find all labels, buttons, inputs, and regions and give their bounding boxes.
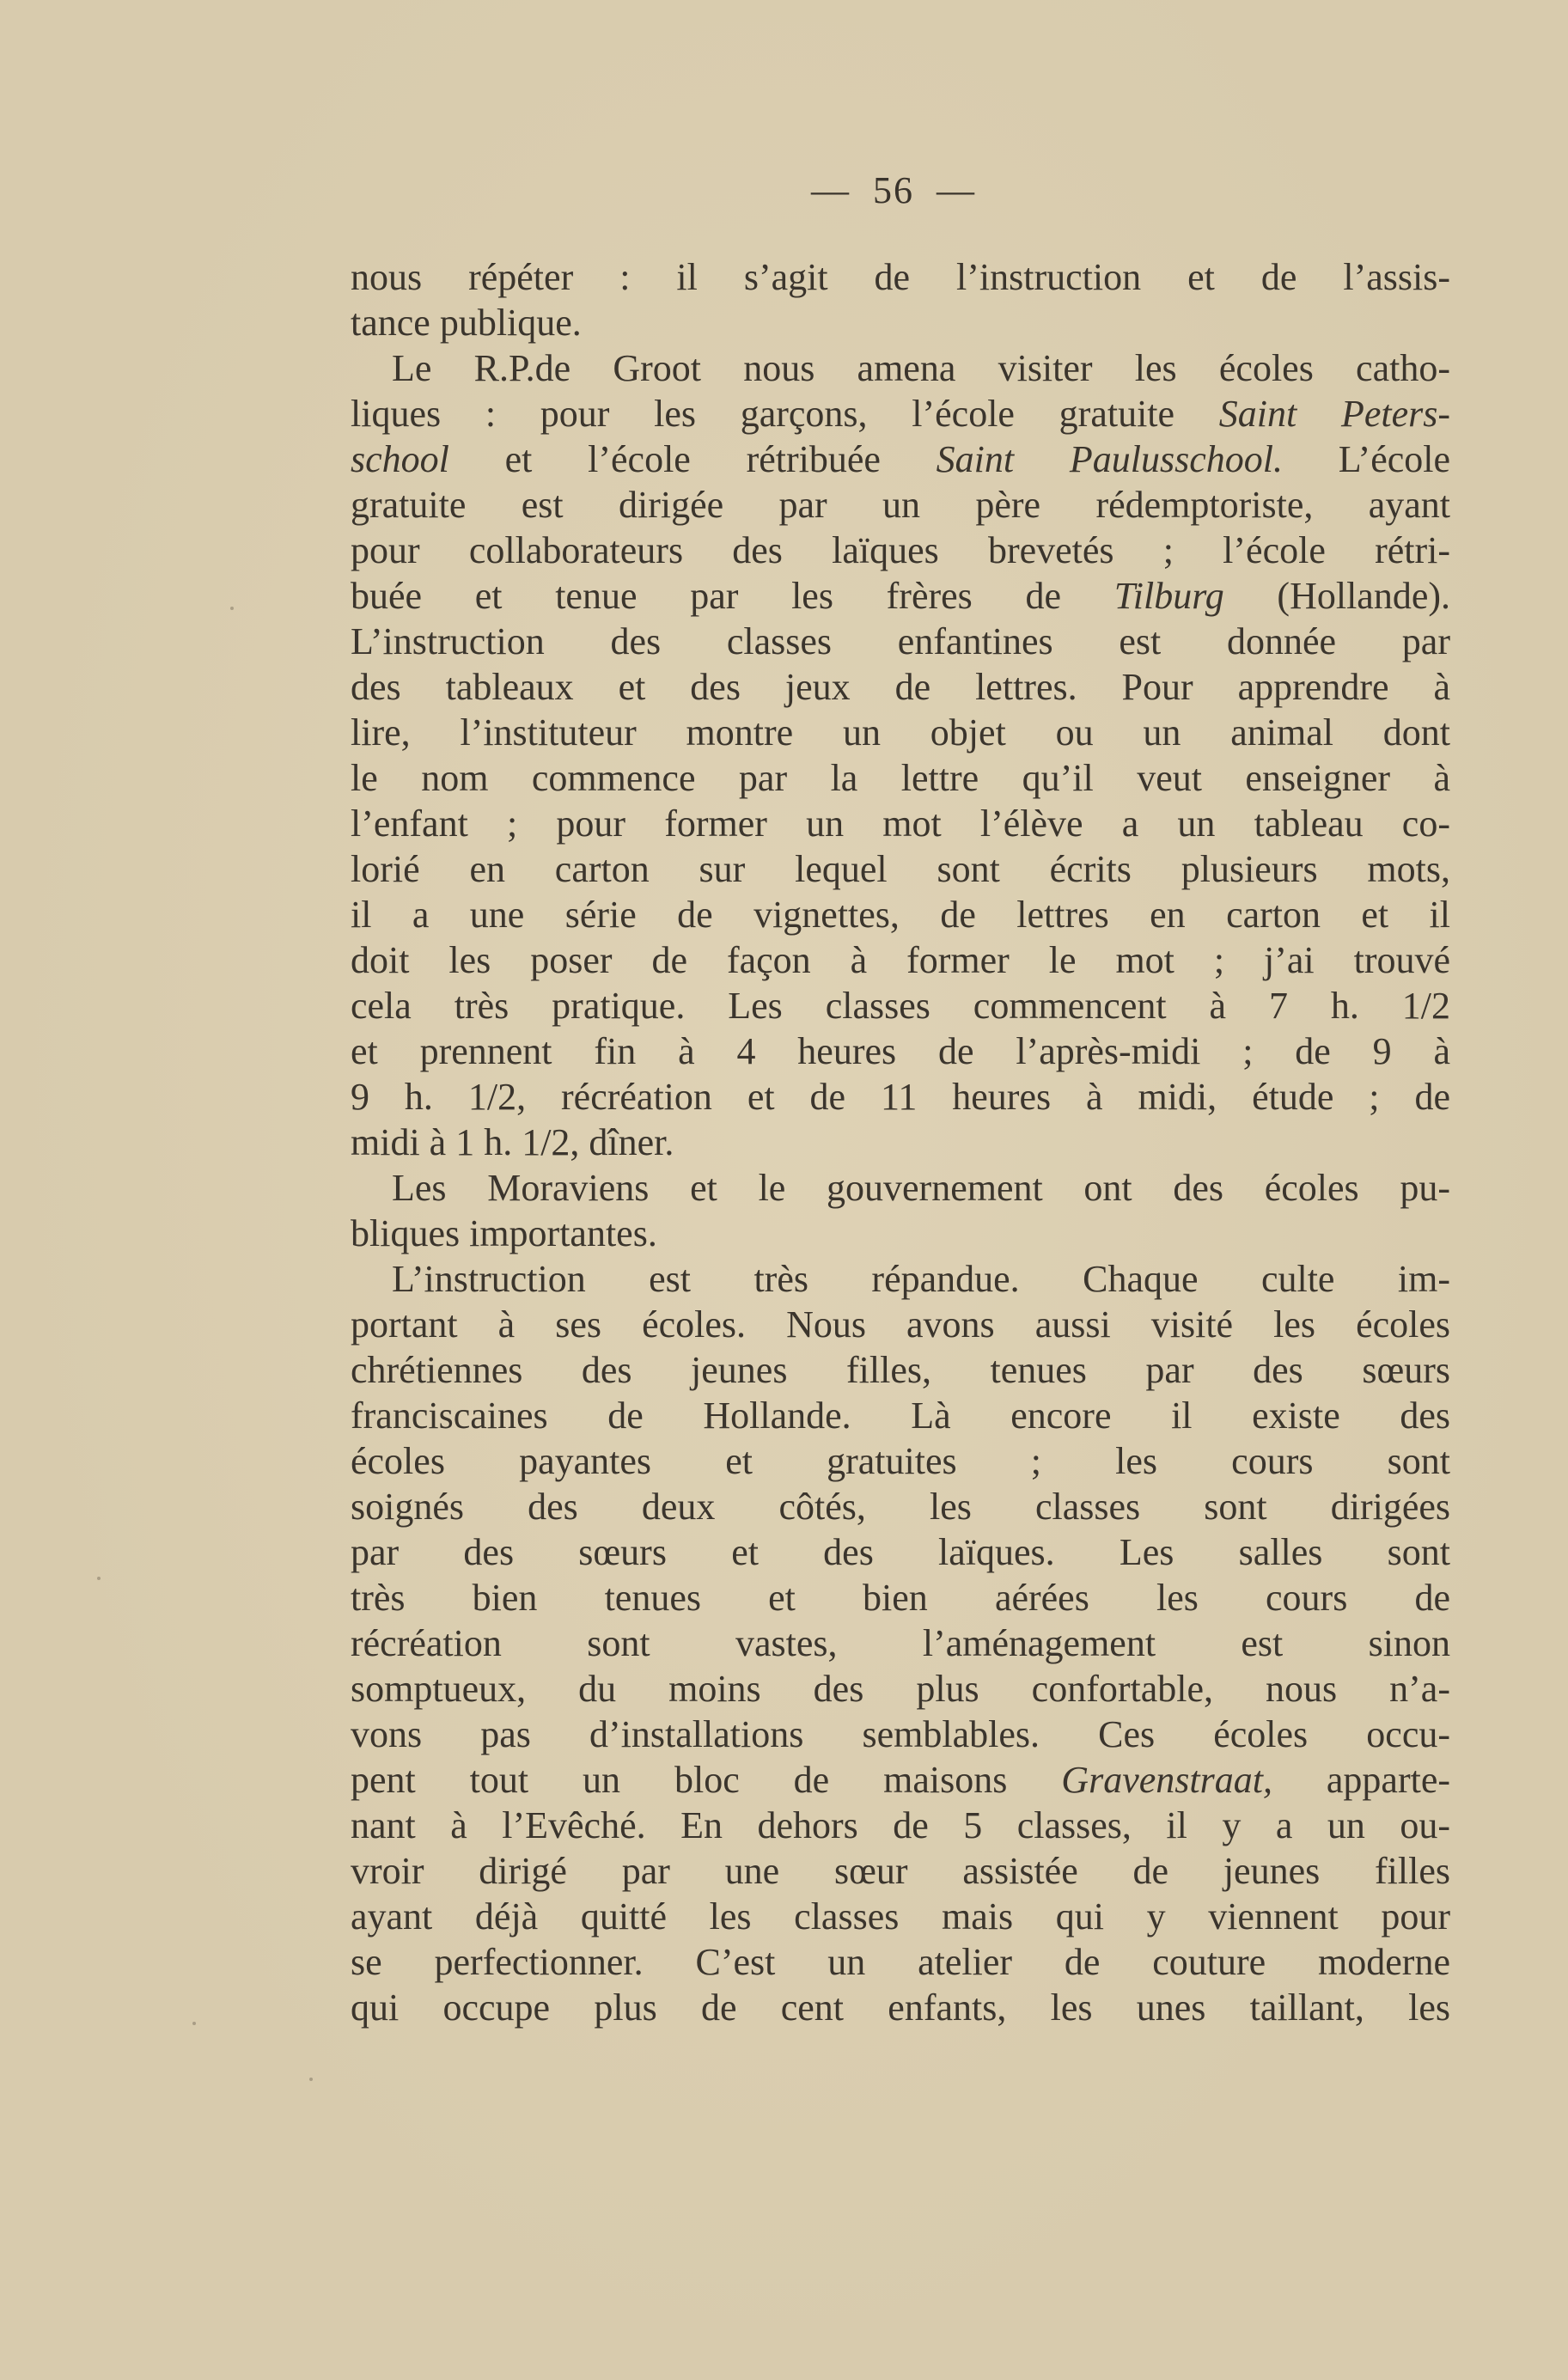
text-line: L’instruction est très répandue. Chaque culte im- — [392, 1258, 1450, 1300]
text-segment: buée et tenue par les frères de — [351, 575, 1062, 617]
text-line: chrétiennes des jeunes filles, tenues par des sœurs — [351, 1349, 1450, 1391]
text-line: se perfectionner. C’est un atelier de couture moderne — [351, 1941, 1450, 1983]
text-segment: apparte- — [1326, 1759, 1450, 1801]
text-line: nant à l’Evêché. En dehors de 5 classes, il y a un ou- — [351, 1804, 1450, 1846]
text-line: il a une série de vignettes, de lettres en carton et il — [351, 894, 1450, 936]
paper-speck — [192, 2022, 196, 2025]
text-line: portant à ses écoles. Nous avons aussi visité les écoles — [351, 1303, 1450, 1346]
text-line: lire, l’instituteur montre un objet ou un animal dont — [351, 711, 1450, 754]
text-line: qui occupe plus de cent enfants, les unes taillant, les — [351, 1986, 1450, 2029]
text-segment: pent tout un bloc de maisons — [351, 1759, 1008, 1801]
text-line — [351, 1757, 1450, 1803]
text-line: vroir dirigé par une sœur assistée de jeunes filles — [351, 1850, 1450, 1892]
page-number-dash-left: — — [811, 169, 851, 211]
school-name-italic: Saint Peters- — [1218, 393, 1450, 435]
text-line: lorié en carton sur lequel sont écrits plusieurs mots, — [351, 848, 1450, 890]
text-line: récréation sont vastes, l’aménagement est sinon — [351, 1622, 1450, 1664]
text-line: somptueux, du moins des plus confortable, nous n’a- — [351, 1668, 1450, 1710]
text-line — [351, 573, 1450, 619]
text-line: l’enfant ; pour former un mot l’élève a un tableau co- — [351, 802, 1450, 845]
text-line: vons pas d’installations semblables. Ces écoles occu- — [351, 1713, 1450, 1755]
text-segment: (Hollande). — [1277, 575, 1450, 617]
text-segment: et l’école rétribuée — [504, 438, 881, 480]
street-name-italic: Gravenstraat, — [1061, 1759, 1272, 1801]
text-line: pour collaborateurs des laïques brevetés ; l’école rétri- — [351, 529, 1450, 571]
text-line: gratuite est dirigée par un père rédemptoriste, ayant — [351, 484, 1450, 526]
page-number — [0, 168, 1568, 212]
text-line: Les Moraviens et le gouvernement ont des écoles pu- — [392, 1167, 1450, 1209]
text-line: tance publique. — [351, 302, 582, 344]
text-line: Le R.P.de Groot nous amena visiter les écoles catho- — [392, 347, 1450, 389]
text-line: écoles payantes et gratuites ; les cours sont — [351, 1440, 1450, 1482]
paper-speck — [230, 607, 234, 610]
text-line: L’instruction des classes enfantines est donnée par — [351, 620, 1450, 662]
school-name-italic: school — [351, 438, 449, 480]
text-line: doit les poser de façon à former le mot ; j’ai trouvé — [351, 939, 1450, 981]
text-line: cela très pratique. Les classes commencent à 7 h. 1/2 — [351, 985, 1450, 1027]
text-line: et prennent fin à 4 heures de l’après-midi ; de 9 à — [351, 1030, 1450, 1072]
text-line: franciscaines de Hollande. Là encore il existe des — [351, 1394, 1450, 1437]
page-number-dash-right: — — [937, 169, 976, 211]
text-line: ayant déjà quitté les classes mais qui y viennent pour — [351, 1895, 1450, 1938]
text-line: bliques importantes. — [351, 1212, 657, 1254]
text-line — [351, 436, 1450, 482]
text-line: soignés des deux côtés, les classes sont dirigées — [351, 1486, 1450, 1528]
text-line: 9 h. 1/2, récréation et de 11 heures à midi, étude ; de — [351, 1076, 1450, 1118]
text-line: des tableaux et des jeux de lettres. Pour apprendre à — [351, 666, 1450, 708]
paper-speck — [309, 2078, 313, 2081]
text-segment: L’école — [1338, 438, 1450, 480]
place-name-italic: Tilburg — [1113, 575, 1224, 617]
text-line: le nom commence par la lettre qu’il veut enseigner à — [351, 757, 1450, 799]
text-line: midi à 1 h. 1/2, dîner. — [351, 1121, 674, 1163]
text-line: nous répéter : il s’agit de l’instruction et de l’assis- — [351, 256, 1450, 298]
text-line — [351, 391, 1450, 436]
school-name-italic: Saint Paulusschool. — [936, 438, 1283, 480]
page-number-value: 56 — [873, 169, 914, 211]
paper-speck — [97, 1577, 101, 1580]
text-line: par des sœurs et des laïques. Les salles sont — [351, 1531, 1450, 1573]
body-text — [351, 254, 1450, 2030]
text-line: très bien tenues et bien aérées les cours de — [351, 1577, 1450, 1619]
text-segment: liques : pour les garçons, l’école gratuite — [351, 393, 1175, 435]
